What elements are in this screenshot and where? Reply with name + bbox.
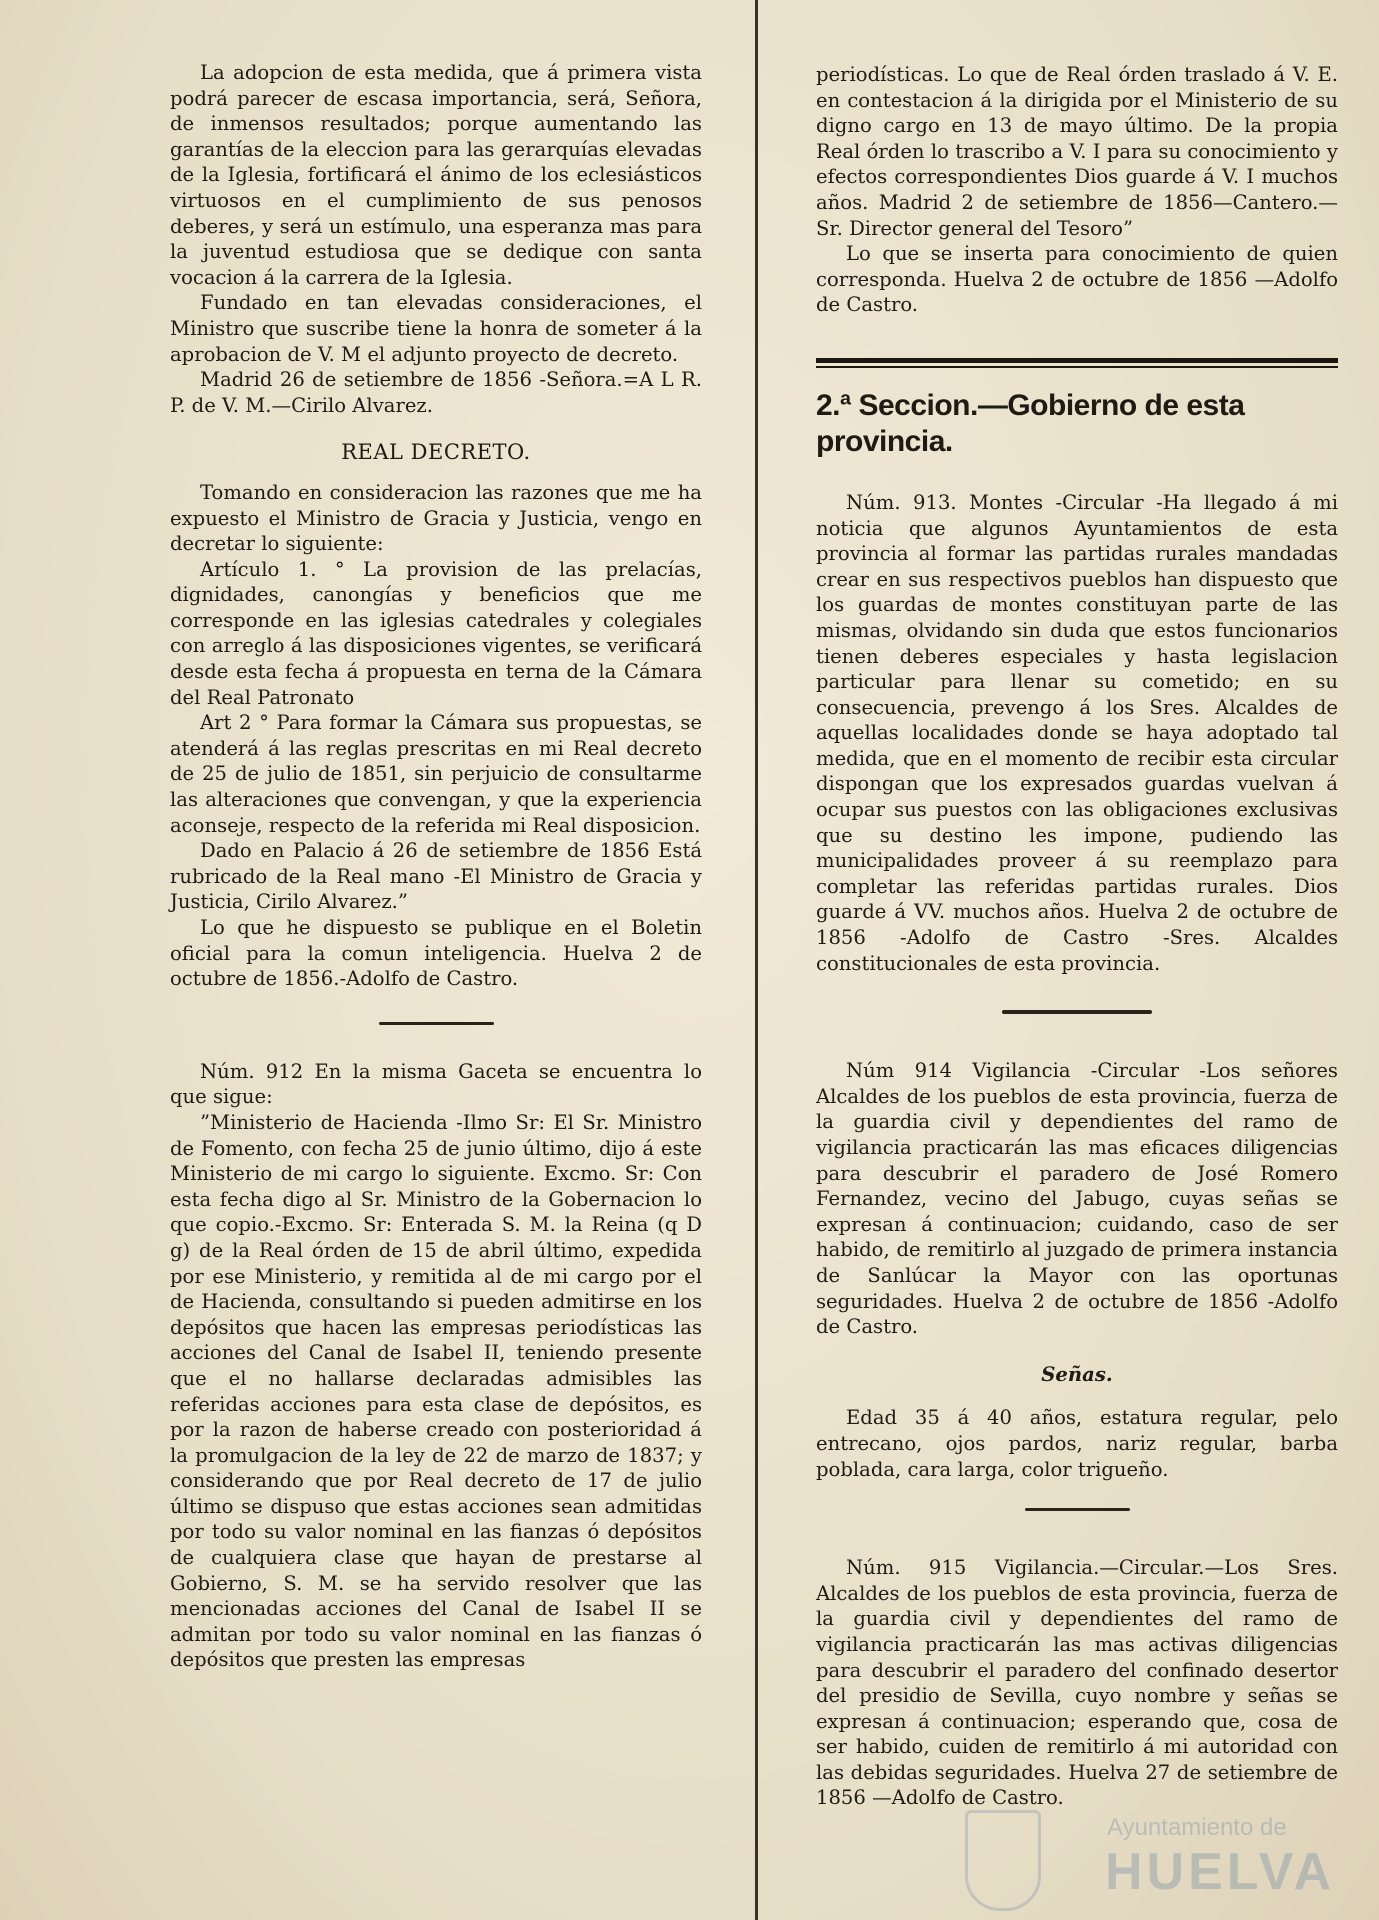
decree-given-in-palace: Dado en Palacio á 26 de setiembre de 1856 Está rubricado de la Real mano -El Ministro de Gracia y Justicia, Cirilo Alvarez.”	[170, 839, 702, 914]
watermark-line-2: HUELVA	[1105, 1843, 1336, 1901]
num-915-circular: Núm. 915 Vigilancia.—Circular.—Los Sres. Alcaldes de los pueblos de esta provincia, fuerza de la guardia civil y dependientes del ramo de vigilancia practicarán las mas activas diligencias para descubrir el paradero del confinado desertor del presidio de Sevilla, cuyo nombre y señas se expresan á continuacion; esperando que, cosa de ser habido, cuiden de remitirlo á mi autoridad con las debidas seguridades. Huelva 27 de setiembre de 1856 —Adolfo de Castro.	[816, 1556, 1338, 1810]
num-913-circular: Núm. 913. Montes -Circular -Ha llegado á mi noticia que algunos Ayuntamientos de esta provincia al formar las partidas rurales mandadas crear en sus respectivos pueblos han dispuesto que los guardas de montes constituyan parte de las mismas, olvidando sin duda que estos funcionarios tienen deberes especiales y hasta legislacion particular para llenar su cometido; en su consecuencia, prevengo á los Sres. Alcaldes de aquellas localidades donde se haya adoptado tal medida, que en el momento de recibir esta circular dispongan que los expresados guardas vuelvan á ocupar sus puestos con las obligaciones exclusivas que su destino les impone, pudiendo las municipalidades proveer á su reemplazo para completar las referidas partidas rurales. Dios guarde á VV. muchos años. Huelva 2 de octubre de 1856 -Adolfo de Castro -Sres. Alcaldes constitucionales de esta provincia.	[816, 490, 1338, 975]
separator-rule	[379, 1022, 494, 1025]
senas-heading: Señas.	[1041, 1362, 1113, 1386]
continuation-insert-note: Lo que se inserta para conocimiento de quien corresponda. Huelva 2 de octubre de 1856 —Adolfo de Castro.	[816, 242, 1338, 317]
watermark-line-1: Ayuntamiento de	[1107, 1814, 1287, 1841]
num-912-body: ”Ministerio de Hacienda -Ilmo Sr: El Sr. Ministro de Fomento, con fecha 25 de junio último, dijo á este Ministerio de mi cargo lo siguiente. Excmo. Sr: Con esta fecha digo al Sr. Ministro de la Gobernacion lo que copio.-Excmo. Sr: Enterada S. M. la Reina (q D g) de la Real órden de 15 de abril último, expedida por ese Ministerio, y remitida al de mi cargo por el de Hacienda, consultando si pueden admitirse en los depósitos que hacen las empresas periodísticas las acciones del Canal de Isabel II, teniendo presente que el no hallarse declaradas admisibles las referidas acciones para esta clase de depósitos, es por la razon de haberse creado con posterioridad á la promulgacion de la ley de 22 de marzo de 1837; y considerando que por Real decreto de 17 de julio último se dispuso que estas acciones sean admitidas por todo su valor nominal en las fianzas ó depósitos de cualquiera clase que hayan de prestarse al Gobierno, S. M. se ha servido resolver que las mencionadas acciones del Canal de Isabel II se admitan por todo su valor nominal en las fianzas ó depósitos que presten las empresas	[170, 1110, 702, 1672]
separator-rule	[1002, 1010, 1152, 1014]
senas-description: Edad 35 á 40 años, estatura regular, pelo entrecano, ojos pardos, nariz regular, barba poblada, cara larga, color trigueño.	[816, 1406, 1338, 1481]
watermark-logo	[965, 1810, 1336, 1910]
decree-heading: REAL DECRETO.	[341, 440, 531, 465]
paragraph-signature-cirilo: Madrid 26 de setiembre de 1856 -Señora.=A L R. P. de V. M.—Cirilo Alvarez.	[170, 368, 702, 417]
decree-paragraph-1: Tomando en consideracion las razones que me ha expuesto el Ministro de Gracia y Justicia, vengo en decretar lo siguiente:	[170, 480, 702, 556]
column-divider	[755, 0, 758, 1920]
separator-rule	[1025, 1508, 1130, 1511]
num-914-circular: Núm 914 Vigilancia -Circular -Los señores Alcaldes de los pueblos de esta provincia, fuerza de la guardia civil y dependientes del ramo de vigilancia practicarán las mas eficaces diligencias para descubrir el paradero de José Romero Fernandez, vecino del Jabugo, cuyas señas se expresan á continuacion; cuidando, caso de ser habido, de remitirlo al juzgado de primera instancia de Sanlúcar la Mayor con las oportunas seguridades. Huelva 2 de octubre de 1856 -Adolfo de Castro.	[816, 1059, 1338, 1339]
left-column	[170, 60, 702, 1673]
section-title: 2.ª Seccion.—Gobierno de esta provincia.	[816, 388, 1245, 458]
section-double-rule	[816, 358, 1338, 368]
decree-article-1: Artículo 1. ° La provision de las prelacías, dignidades, canongías y beneficios que me corresponde en las iglesias catedrales y colegiales con arreglo á las disposiciones vigentes, se verificará desde esta fecha á propuesta en terna de la Cámara del Real Patronato	[170, 557, 702, 709]
paragraph-intro-1: La adopcion de esta medida, que á primera vista podrá parecer de escasa importancia, será, Señora, de inmensos resultados; porque aumentando las garantías de la eleccion para las gerarquías elevadas de la Iglesia, fortificará el ánimo de los eclesiásticos virtuosos en el cumplimiento de sus penosos deberes, y será un estímulo, una esperanza mas para la juventud estudiosa que se dedique con santa vocacion á la carrera de la Iglesia.	[170, 61, 702, 289]
crest-icon	[965, 1810, 1041, 1911]
paragraph-intro-2: Fundado en tan elevadas consideraciones, el Ministro que suscribe tiene la honra de someter á la aprobacion de V. M el adjunto proyecto de decreto.	[170, 291, 702, 366]
continuation-paragraph: periodísticas. Lo que de Real órden traslado á V. E. en contestacion á la dirigida por el Ministerio de su digno cargo en 13 de mayo último. De la propia Real órden lo trascribo a V. I para su conocimiento y efectos correspondientes Dios guarde á V. I muchos años. Madrid 2 de setiembre de 1856—Cantero.—Sr. Director general del Tesoro”	[816, 63, 1338, 240]
decree-publication-note: Lo que he dispuesto se publique en el Boletin oficial para la comun inteligencia. Huelva 2 de octubre de 1856.-Adolfo de Castro.	[170, 916, 702, 991]
decree-article-2: Art 2 ° Para formar la Cámara sus propuestas, se atenderá á las reglas prescritas en mi Real decreto de 25 de julio de 1851, sin perjuicio de consultarme las alteraciones que convengan, y que la experiencia aconseje, respecto de la referida mi Real disposicion.	[170, 711, 702, 837]
right-column	[816, 62, 1338, 1811]
num-912-intro: Núm. 912 En la misma Gaceta se encuentra lo que sigue:	[170, 1059, 702, 1109]
